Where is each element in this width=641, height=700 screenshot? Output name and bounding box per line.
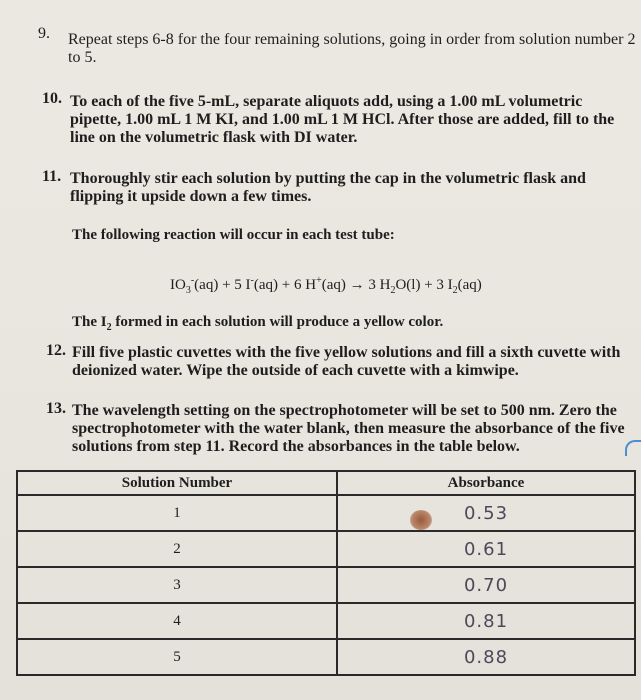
solution-number-cell: 4 [17,603,337,639]
table-row [17,639,635,675]
solution-number-cell: 3 [17,567,337,603]
table-row [17,495,635,531]
step-text: Repeat steps 6-8 for the four remaining solutions, going in order from solution number 2 to 5. [68,31,636,66]
table-header-row [17,471,635,495]
table-row [17,603,635,639]
paper-stain [410,510,432,530]
step-text: Thoroughly stir each solution by putting the cap in the volumetric flask and flipping it upside down a few times. [70,170,586,205]
step-text: To each of the five 5-mL, separate aliquots add, using a 1.00 mL volumetric pipette, 1.00 mL 1 M KI, and 1.00 mL 1 M HCl. After those are added, fill to the line on the volumetric flask with DI water. [70,93,615,146]
yellow-color-note: The $I_2$ formed in each solution will produce a yellow color. [72,314,444,333]
column-header-solution: Solution Number [17,471,337,495]
absorbance-table [16,470,636,676]
absorbance-cell: 0.53 [337,495,635,531]
solution-number-cell: 1 [17,495,337,531]
absorbance-cell: 0.70 [337,567,635,603]
solution-number-cell: 2 [17,531,337,567]
column-header-absorbance: Absorbance [337,471,635,495]
step-text: Fill five plastic cuvettes with the five yellow solutions and fill a sixth cuvette with deionized water. Wipe the outside of each cuvette with a kimwipe. [72,344,621,379]
table-row [17,567,635,603]
step-number: 11. [42,168,62,185]
solution-number-cell: 5 [17,639,337,675]
absorbance-cell: 0.81 [337,603,635,639]
pen-mark [625,440,641,456]
step-number: 12. [46,342,66,359]
reaction-intro: The following reaction will occur in each test tube: [72,227,395,243]
step-number: 9. [38,25,50,42]
step-text: The wavelength setting on the spectrophotometer will be set to 500 nm. Zero the spectrophotometer with the water blank, then measure the absorbance of the five solutions from step 11. Record the absorbances in the table below. [72,402,625,455]
reaction-equation: $IO_3^-(aq) + 5$ I-(aq) + 6 H+(aq) → 3 $H_2O(l) + 3$ $I_2(aq)$ [170,275,482,296]
table-row [17,531,635,567]
step-number: 10. [42,90,62,107]
absorbance-cell: 0.61 [337,531,635,567]
step-number: 13. [46,400,66,417]
absorbance-cell: 0.88 [337,639,635,675]
